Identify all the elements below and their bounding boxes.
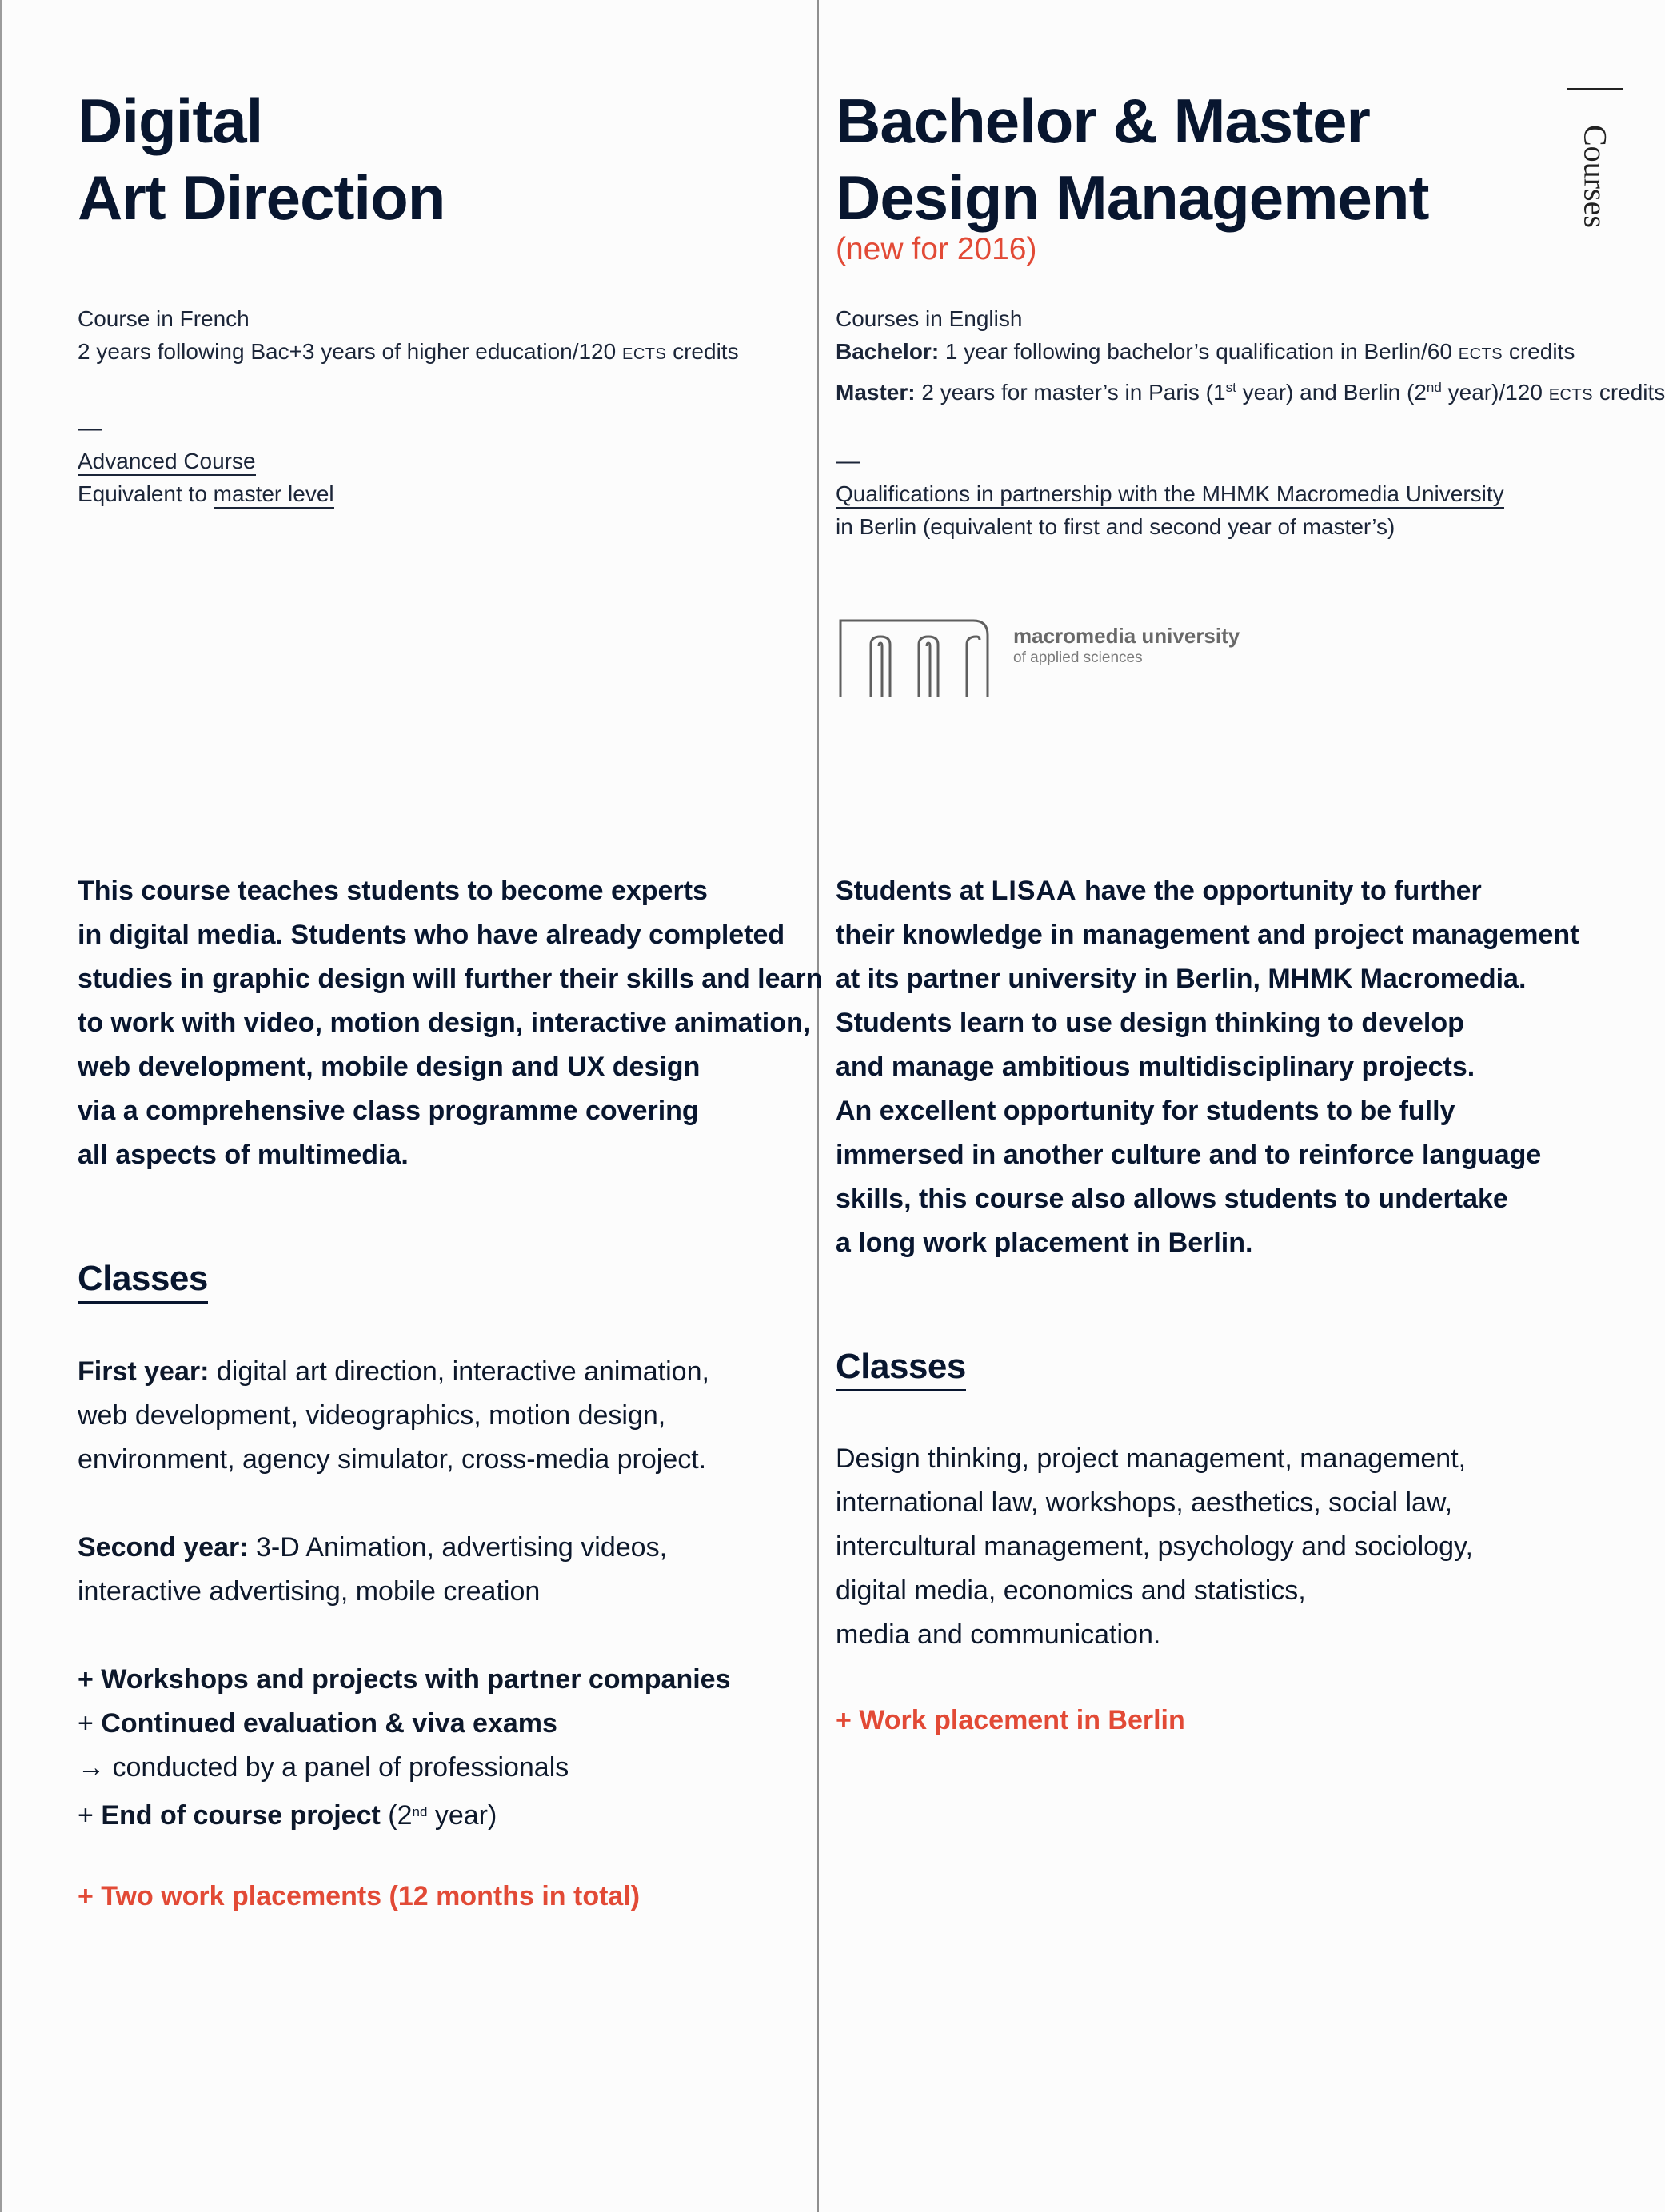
second-year-line: interactive advertising, mobile creation [78,1576,541,1607]
project-item [78,1790,731,1838]
description-line: web development, mobile design and UX design [78,1052,701,1082]
course-level-line [78,445,334,477]
course-title-line: Art Direction [78,162,445,233]
partnership-info [836,477,1504,543]
course-description [78,869,822,1177]
project-year-close: year) [427,1800,497,1831]
course-facts [78,302,739,371]
classes-list [78,1350,731,1838]
master-line [836,371,1665,412]
course-title-line: Design Management [836,162,1429,233]
first-year-text: digital art direction, interactive animation, [209,1356,709,1387]
partnership-line [836,477,1504,510]
bachelor-suffix: credits [1503,339,1575,364]
new-badge: (new for 2016) [836,232,1037,266]
first-year-line: web development, videographics, motion design, [78,1400,666,1431]
course-equivalence [78,477,334,510]
description-line: all aspects of multimedia. [78,1140,409,1170]
description-line: to work with video, motion design, interactive animation, [78,1008,811,1038]
description-line: and manage ambitious multidisciplinary projects. [836,1052,1475,1082]
master-suffix: credits [1593,380,1665,405]
course-title [78,82,445,236]
panel-item: → conducted by a panel of professionals [78,1752,569,1783]
course-title-line: Bachelor & Master [836,86,1370,156]
placement-note: + Two work placements (12 months in total) [78,1881,641,1911]
master-text: year) and Berlin (2 [1236,380,1427,405]
classes-list [836,1437,1473,1657]
course-duration-suffix: credits [666,339,739,364]
school-name: LISAA [991,876,1077,906]
classes-heading: Classes [836,1346,966,1391]
workshops-item: + Workshops and projects with partner companies [78,1664,731,1695]
course-duration [78,335,739,371]
description-line: skills, this course also allows students to undertake [836,1184,1508,1214]
classes-line: media and communication. [836,1619,1161,1650]
description-line [836,869,1579,913]
classes-line: international law, workshops, aesthetics, social law, [836,1487,1453,1518]
master-label: Master: [836,380,916,405]
section-tab-rule [1567,88,1623,90]
evaluation-item [78,1702,731,1746]
macromedia-m-logo-icon [839,616,991,699]
bachelor-text: 1 year following bachelor’s qualification in Berlin/60 [939,339,1459,364]
bachelor-label: Bachelor: [836,339,940,364]
first-year-line [78,1350,731,1394]
evaluation-prefix: + [78,1708,102,1739]
description-line: immersed in another culture and to reinforce language [836,1140,1542,1170]
ects-units: ECTS [1548,386,1594,404]
separator-dash: — [78,415,102,441]
description-line: Students learn to use design thinking to develop [836,1008,1464,1038]
course-equivalence-text: Equivalent to [78,481,214,506]
description-first-end: have the opportunity to further [1076,876,1482,906]
project-prefix: + [78,1800,102,1831]
section-tab [1567,88,1623,256]
description-line: at its partner university in Berlin, MHMK Macromedia. [836,964,1527,994]
first-year-label: First year: [78,1356,210,1387]
ects-units: ECTS [1458,345,1503,363]
bachelor-line [836,335,1665,371]
logo-name: macromedia university [1013,624,1240,648]
description-line: via a comprehensive class programme covering [78,1096,699,1126]
classes-line: intercultural management, psychology and sociology, [836,1531,1473,1562]
classes-line: digital media, economics and statistics, [836,1575,1306,1606]
course-language: Courses in English [836,306,1023,331]
course-facts [836,302,1665,412]
project-text: End of course project [101,1800,381,1831]
description-line: studies in graphic design will further their skills and learn [78,964,823,994]
placement-note: + Work placement in Berlin [836,1705,1185,1735]
master-sup-first: st [1225,380,1236,395]
course-duration-text: 2 years following Bac+3 years of higher education/120 [78,339,622,364]
description-line: This course teaches students to become experts [78,876,708,906]
second-year-label: Second year: [78,1532,249,1563]
course-level [78,445,334,510]
page-left-edge-rule [0,0,2,2212]
master-text: 2 years for master’s in Paris (1 [915,380,1226,405]
second-year-text: 3-D Animation, advertising videos, [248,1532,668,1563]
partnership-note: in Berlin (equivalent to first and second year of master’s) [836,514,1395,539]
master-text: year)/120 [1441,380,1549,405]
classes-heading: Classes [78,1258,208,1304]
description-start: Students at [836,876,992,906]
spacer-line [78,1614,731,1658]
classes-line: Design thinking, project management, management, [836,1443,1467,1474]
project-year-open: (2 [380,1800,413,1831]
spacer-line [78,1482,731,1526]
description-line: An excellent opportunity for students to be fully [836,1096,1455,1126]
course-language: Course in French [78,306,250,331]
separator-dash: — [836,448,860,474]
description-line: their knowledge in management and project management [836,920,1579,950]
course-title-line: Digital [78,86,263,156]
course-description [836,869,1579,1265]
project-year-sup: nd [412,1804,428,1819]
description-line: a long work placement in Berlin. [836,1228,1253,1258]
macromedia-logo [839,616,1287,704]
second-year-line [78,1526,731,1570]
master-level-link[interactable]: master level [214,481,334,509]
partnership-link[interactable]: Qualifications in partnership with the MHMK Macromedia University [836,481,1504,509]
logo-tagline: of applied sciences [1013,649,1143,666]
ects-units: ECTS [621,345,667,363]
course-title [836,82,1428,236]
master-sup-second: nd [1426,380,1442,395]
section-tab-label: Courses [1577,125,1614,228]
first-year-line: environment, agency simulator, cross-media project. [78,1444,707,1475]
evaluation-text: Continued evaluation & viva exams [101,1708,557,1739]
advanced-course-link[interactable]: Advanced Course [78,449,256,476]
description-line: in digital media. Students who have already completed [78,920,785,950]
